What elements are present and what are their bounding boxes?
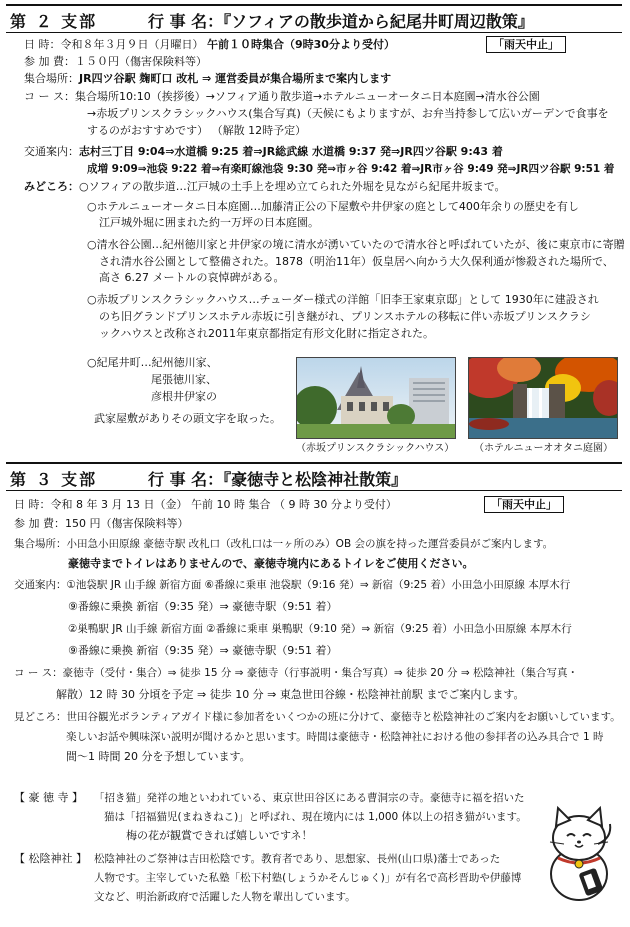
s2-mido-4c: ックハウスと改称され2011年東京都指定有形文化財に指定された。 xyxy=(99,327,435,340)
photo-new-otani-garden xyxy=(468,357,618,439)
s2-date-row xyxy=(24,38,395,52)
gotokuji-label: 【 豪 徳 寺 】 xyxy=(14,791,83,804)
new-otani-garden-image xyxy=(469,358,617,438)
s3-meet-row: 集合場所：小田急小田原線 豪徳寺駅 改札口（改札口は一ヶ所のみ）OB 会の旗を持った運営委員がご案内します。 xyxy=(14,538,554,550)
s3-rain-notice: 「雨天中止」 xyxy=(484,496,564,513)
s2-kioi-2: 尾張徳川家、 xyxy=(151,373,217,386)
section-2-number: 第 ２ 支部 xyxy=(10,12,98,31)
s3-mido-1: 見どころ：世田谷観光ボランティアガイド様に参加者をいくつかの班に分けて、豪徳寺と松陰神社のご案内をお願いしています。 xyxy=(14,711,621,723)
gotokuji-text-2: 猫は「招福猫児(まねきねこ)」と呼ばれ、現在境内には 1,000 体以上の招き猫がいます。 xyxy=(104,811,527,823)
s2-course-label: コ ー ス： xyxy=(24,90,75,103)
s3-toilet-note: 豪徳寺までトイレはありませんので、豪徳寺境内にあるトイレをご使用ください。 xyxy=(68,557,474,570)
s2-fee-label: 参 加 費： xyxy=(24,55,75,68)
s3-date-row: 日 時：令和 8 年 3 月 13 日（金） 午前 10 時 集合 （ 9 時 30 分より受付） xyxy=(14,498,397,511)
s2-mido-row xyxy=(24,180,506,194)
s2-fee-value: １５０円（傷害保険料等） xyxy=(75,55,207,68)
photo-akasaka-classic-house xyxy=(296,357,456,439)
s2-traffic-line-2: 成増 9:09⇒池袋 9:22 着⇒有楽町線池袋 9:30 発⇒市ヶ谷 9:42 着⇒JR市ヶ谷 9:49 発⇒JR四ツ谷駅 9:51 着 xyxy=(87,163,615,175)
shoin-label: 【 松陰神社 】 xyxy=(14,852,87,865)
s2-mido-4a: ○赤坂プリンスクラシックハウス…チューダー様式の洋館「旧李王家東京邸」として 1930年に建設され xyxy=(87,293,599,306)
gotokuji-text-1: 「招き猫」発祥の地といわれている、東京世田谷区にある曹洞宗の寺。豪徳寺に福を招いた xyxy=(94,792,525,804)
s2-course-line-2: →赤坂プリンスクラシックハウス(集合写真)（天候にもよりますが、お弁当持参して広いガーデンで食事を xyxy=(87,107,609,120)
s2-date-label: 日 時： xyxy=(24,38,61,51)
s2-mido-4b: のち旧グランドプリンスホテル赤坂に引き継がれ、プリンスホテルの移転に伴い赤坂プリンスクラシ xyxy=(99,310,591,323)
akasaka-house-image xyxy=(297,358,455,438)
gotokuji-text-3: 梅の花が観賞できれば嬉しいですネ！ xyxy=(126,829,313,842)
s2-meet-row xyxy=(24,72,391,86)
s2-meet-value: JR四ツ谷駅 麹町口 改札 ⇒ 運営委員が集合場所まで案内します xyxy=(79,72,392,85)
s2-mido-1: ○ソフィアの散歩道…江戸城の土手上を埋め立てられた外堀を見ながら紀尾井坂まで。 xyxy=(79,180,506,193)
s2-mido-3c: 高さ 6.27 メートルの哀悼碑がある。 xyxy=(99,271,285,284)
s2-fee-row xyxy=(24,55,207,69)
section-3-title: 行 事 名：『豪徳寺と松陰神社散策』 xyxy=(148,470,408,489)
s3-course-1: コ ー ス：豪徳寺（受付・集合）⇒ 徒歩 15 分 ⇒ 豪徳寺（行事説明・集合写真）⇒ 徒歩 20 分 ⇒ 松陰神社（集合写真・ xyxy=(14,667,578,679)
s2-kioi-4: 武家屋敷がありその頭文字を取った。 xyxy=(94,412,281,425)
s2-course-line-3: するのがおすすめです） （解散 12時予定） xyxy=(87,124,307,137)
section-2-title: 行 事 名：『ソフィアの散歩道から紀尾井町周辺散策』 xyxy=(148,12,534,31)
section-3-header xyxy=(6,462,622,491)
s2-traffic-row xyxy=(24,145,503,159)
s3-traffic-1b: ⑨番線に乗換 新宿（9:35 発）⇒ 豪徳寺駅（9:51 着） xyxy=(68,600,338,613)
s2-date-time: 午前１０時集合（9時30分より受付） xyxy=(207,38,395,51)
s2-kioi-1: ○紀尾井町…紀州徳川家、 xyxy=(87,356,218,369)
s3-traffic-2: ②巣鴨駅 JR 山手線 新宿方面 ②番線に乗車 巣鴨駅（9:10 発）⇒ 新宿（9:25 着）小田急小田原線 本厚木行 xyxy=(68,623,572,635)
s3-traffic-label: 交通案内： xyxy=(14,579,67,591)
maneki-neko-icon xyxy=(538,800,620,904)
caption-new-otani: （ホテルニューオオタニ庭園） xyxy=(474,443,613,454)
s2-meet-label: 集合場所： xyxy=(24,72,79,85)
s2-mido-label: みどころ： xyxy=(24,180,79,193)
s3-mido-2: 楽しいお話や興味深い説明が聞けるかと思います。時間は豪徳寺・松陰神社における他の参拝者の込み具合で 1 時 xyxy=(66,731,604,743)
s2-course-row xyxy=(24,90,540,104)
s2-kioi-3: 彦根井伊家の xyxy=(151,390,217,403)
s3-traffic-1: ①池袋駅 JR 山手線 新宿方面 ⑥番線に乗車 池袋駅（9:16 発）⇒ 新宿（9:25 着）小田急小田原線 本厚木行 xyxy=(66,579,571,591)
section-2-header xyxy=(6,4,622,33)
s2-traffic-label: 交通案内： xyxy=(24,145,79,158)
s3-traffic-row xyxy=(14,578,570,592)
caption-akasaka: （赤坂プリンスクラシックハウス） xyxy=(296,443,455,454)
s2-course-line-1: 集合場所10:10（挨拶後）→ソフィア通り散歩道→ホテルニューオータニ日本庭園→清水谷公園 xyxy=(75,90,540,103)
shoin-text-3: 文など、明治新政府で活躍した人物を輩出しています。 xyxy=(94,891,356,903)
s3-fee-row: 参 加 費：150 円（傷害保険料等） xyxy=(14,517,189,530)
s2-date-value: 令和８年３月９日（月曜日） xyxy=(60,38,207,51)
s2-traffic-line-1: 志村三丁目 9:04⇒水道橋 9:25 着⇒JR総武線 水道橋 9:37 発⇒JR四ツ谷駅 9:43 着 xyxy=(79,145,503,158)
s3-traffic-2b: ⑨番線に乗換 新宿（9:35 発）⇒ 豪徳寺駅（9:51 着） xyxy=(68,644,338,657)
s2-mido-2a: ○ホテルニューオータニ日本庭園…加藤清正公の下屋敷や井伊家の庭として400年余りの歴史を有し xyxy=(87,200,579,213)
s3-mido-3: 間〜1 時間 20 分を予想しています。 xyxy=(66,750,251,763)
s2-rain-notice: 「雨天中止」 xyxy=(486,36,566,53)
section-3-number: 第 ３ 支部 xyxy=(10,470,98,489)
shoin-text-2: 人物です。主宰していた私塾「松下村塾(しょうかそんじゅく)」が有名で高杉晋助や伊藤博 xyxy=(94,872,522,884)
s2-mido-2b: 江戸城外堀に囲まれた約一万坪の日本庭園。 xyxy=(99,216,319,229)
s2-mido-3b: され清水谷公園として整備された。1878（明治11年）仮皇居へ向かう大久保利通が惨殺された場所で、 xyxy=(99,255,614,268)
shoin-text-1: 松陰神社のご祭神は吉田松陰です。教育者であり、思想家、長州(山口県)藩士であった xyxy=(94,853,501,865)
s3-course-2: 解散）12 時 30 分頃を予定 ⇒ 徒歩 10 分 ⇒ 東急世田谷線・松陰神社前駅 までご案内します。 xyxy=(56,688,525,701)
s2-mido-3a: ○清水谷公園…紀州徳川家と井伊家の境に清水が湧いていたので清水谷と呼ばれていたが、後に東京市に寄贈 xyxy=(87,238,625,251)
